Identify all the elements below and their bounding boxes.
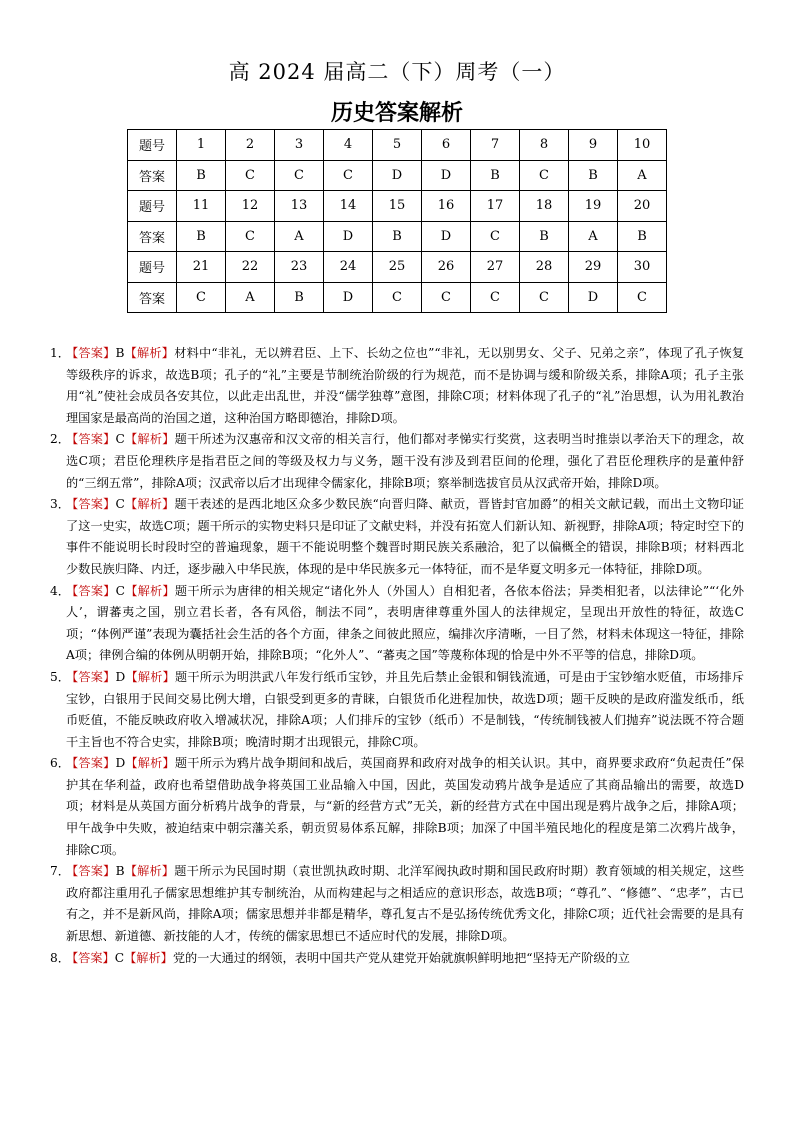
answer-table-cell: B — [177, 221, 226, 252]
page-title: 高 2024 届高二（下）周考（一） — [228, 60, 566, 84]
answer-choice: C — [115, 583, 125, 598]
answer-table-cell: 10 — [618, 130, 667, 161]
analysis-text: 题干表述的是西北地区众多少数民族“向晋归降、献贡，晋皆封官加爵”的相关文献记载，而出土文物印证了这一史实，故选C项；题干所示的实物史料只是印证了文献史料，并没有拓宽人们新认知、新视野，排除A项；特定时空下的事件不能说明长时段时空的普遍现象，题干不能说明整个魏晋时期民族关系融洽，犯了以偏概全的错误，排除B项；材料西北少数民族归降、内迁，逐步融入中华民族，体现的是中华民族多元一体特征，而不是华夏文明多元一体特征，排除D项。 — [66, 497, 744, 576]
answer-choice: C — [115, 497, 125, 512]
analysis-text: 题干所示为唐律的相关规定“诸化外人（外国人）自相犯者，各依本俗法；异类相犯者，以法律论”“‘化外人’，谓蕃夷之国，别立君长者，各有风俗，制法不同”，表明唐律尊重外国人的法律规定，呈现出开放性的特征，故选C项；“体例严谨”表现为囊括社会生活的各个方面，律条之间彼此照应，编排次序清晰，一目了然，材料未体现这一特征，排除A项；律例合编的体例从明朝开始，排除B项；“化外人”、“蕃夷之国”等蔑称体现的恰是中外不平等的信息，排除D项。 — [66, 583, 745, 663]
answer-tag: 【答案】 — [66, 864, 116, 879]
answer-table-row — [128, 130, 667, 161]
answer-table-cell: 29 — [569, 252, 618, 283]
answer-table-cell: A — [618, 160, 667, 191]
explanation-item — [50, 861, 744, 947]
answer-table-cell: 3 — [275, 130, 324, 161]
answer-tag: 【答案】 — [66, 432, 116, 447]
answer-table-cell: 2 — [226, 130, 275, 161]
answer-table-row-label: 题号 — [128, 130, 177, 161]
explanation-number: 5． — [50, 669, 70, 684]
answer-tag: 【答案】 — [66, 950, 115, 965]
answer-table-cell: 22 — [226, 252, 275, 283]
explanation-number: 7． — [50, 864, 70, 879]
analysis-text: 党的一大通过的纲领，表明中国共产党从建党开始就旗帜鲜明地把“坚持无产阶级的立 — [172, 950, 630, 965]
answer-table-cell: 12 — [226, 191, 275, 222]
answer-table-row — [128, 160, 667, 191]
answer-table-row-label: 答案 — [128, 282, 177, 313]
analysis-text: 题干所示为民国时期（袁世凯执政时期、北洋军阀执政时期和国民政府时期）教育领域的相关规定，这些政府都注重用孔子儒家思想维护其专制统治，从而构建起与之相适应的意识形态，故选B项；“尊孔”、“修德”、“忠孝”，古已有之，并不是新风尚，排除A项；儒家思想并非都是精华，尊孔复古不是弘扬传统优秀文化，排除C项；近代社会需要的是具有新思想、新道德、新技能的人才，传统的儒家思想已不适应时代的发展，排除D项。 — [66, 864, 745, 944]
analysis-tag: 【解析】 — [125, 669, 175, 684]
explanation-number: 8． — [50, 950, 70, 965]
answer-table-cell: A — [275, 221, 324, 252]
analysis-text: 材料中“非礼，无以辨君臣、上下、长幼之位也”“非礼，无以别男女、父子、兄弟之亲”，体现了孔子恢复等级秩序的诉求，故选B项；孔子的“礼”主要是节制统治阶级的行为规范，而不是协调与缓和阶级关系，排除A项；孔子主张用“礼”使社会成员各安其位，以此走出乱世，并没“儒学独尊”意图，排除C项；材料体现了孔子的“礼”治思想，认为用礼教治理国家是最高尚的治国之道，这种治国方略即德治，排除D项。 — [66, 346, 745, 425]
answer-table-cell: D — [422, 221, 471, 252]
answer-table-cell: A — [569, 221, 618, 252]
answer-table-cell: 18 — [520, 191, 569, 222]
answer-table-cell: B — [618, 221, 667, 252]
answer-table-cell: 20 — [618, 191, 667, 222]
answer-table-cell: 25 — [373, 252, 422, 283]
answer-table-cell: 8 — [520, 130, 569, 161]
answer-choice: C — [115, 432, 125, 447]
answer-table-row-label: 答案 — [128, 160, 177, 191]
answer-choice: B — [115, 346, 125, 360]
answer-table-row — [128, 252, 667, 283]
answer-choice: D — [115, 756, 126, 771]
answer-tag: 【答案】 — [66, 583, 116, 598]
answer-tag: 【答案】 — [66, 669, 116, 684]
answer-table-cell: 11 — [177, 191, 226, 222]
answer-table-cell: B — [177, 160, 226, 191]
answer-tag: 【答案】 — [66, 756, 116, 771]
analysis-text: 题干所述为汉惠帝和汉文帝的相关言行，他们都对孝悌实行奖赏，这表明当时推崇以孝治天下的理念，故选C项；君臣伦理秩序是指君臣之间的等级及权力与义务，题干没有涉及到君臣间的伦理，强化了君臣伦理秩序的是董仲舒的“三纲五常”，排除A项；汉武帝以后才出现律令儒家化，排除B项；察举制选拔官员从汉武帝开始，排除D项。 — [66, 432, 745, 490]
answer-table-cell: C — [275, 160, 324, 191]
analysis-tag: 【解析】 — [124, 346, 175, 360]
answer-table-row — [128, 282, 667, 313]
explanation-number: 2． — [50, 432, 70, 447]
analysis-tag: 【解析】 — [125, 583, 175, 598]
answer-tag: 【答案】 — [66, 346, 116, 360]
answer-table-cell: 1 — [177, 130, 226, 161]
answer-table-row-label: 题号 — [128, 252, 177, 283]
answer-table-row-label: 答案 — [128, 221, 177, 252]
answer-table-cell: D — [422, 160, 471, 191]
analysis-tag: 【解析】 — [124, 864, 175, 879]
answer-table-cell: C — [520, 282, 569, 313]
explanation-number: 1． — [50, 346, 70, 360]
answer-table-cell: C — [226, 221, 275, 252]
answer-table-cell: 16 — [422, 191, 471, 222]
answer-table-cell: 7 — [471, 130, 520, 161]
analysis-tag: 【解析】 — [124, 497, 175, 512]
answer-table-cell: C — [471, 221, 520, 252]
page-subtitle: 历史答案解析 — [330, 101, 463, 126]
answer-table-cell: 9 — [569, 130, 618, 161]
answer-table-cell: 23 — [275, 252, 324, 283]
answer-table-cell: C — [422, 282, 471, 313]
answer-table-cell: C — [520, 160, 569, 191]
answer-table-cell: C — [373, 282, 422, 313]
answer-table-cell: B — [471, 160, 520, 191]
answer-table-cell: C — [471, 282, 520, 313]
analysis-tag: 【解析】 — [124, 432, 175, 447]
analysis-text: 题干所示为明洪武八年发行纸币宝钞，并且先后禁止金银和铜钱流通，可是由于宝钞缩水贬值，市场排斥宝钞，白银用于民间交易比例大增，白银受到更多的青睐，白银货币化进程加快，故选D项；题干反映的是政府滥发纸币，纸币贬值，不能反映政府收入增减状况，排除A项；人们排斥的宝钞（纸币）不是制钱，“传统制钱被人们抛弃”说法既不符合题干主旨也不符合史实，排除B项；晚清时期才出现银元，排除C项。 — [66, 669, 745, 749]
answer-table-cell: D — [324, 282, 373, 313]
answer-table-cell: D — [324, 221, 373, 252]
answer-choice: C — [114, 950, 125, 965]
answer-table-cell: B — [373, 221, 422, 252]
answer-table-cell: 24 — [324, 252, 373, 283]
answer-table-cell: A — [226, 282, 275, 313]
answer-table-cell: 27 — [471, 252, 520, 283]
answer-table-row — [128, 221, 667, 252]
answer-table-cell: 5 — [373, 130, 422, 161]
explanation-number: 3． — [50, 497, 70, 512]
answer-table-cell: C — [324, 160, 373, 191]
explanation-item — [50, 343, 744, 429]
answer-table-cell: 17 — [471, 191, 520, 222]
answer-table-row — [128, 191, 667, 222]
answer-table-cell: D — [569, 282, 618, 313]
explanation-item — [50, 494, 744, 580]
answer-table-cell: 15 — [373, 191, 422, 222]
answer-tag: 【答案】 — [66, 497, 116, 512]
answer-table-cell: 30 — [618, 252, 667, 283]
answer-table-cell: B — [275, 282, 324, 313]
answer-table-row-label: 题号 — [128, 191, 177, 222]
explanations-list — [50, 343, 744, 969]
answer-table — [127, 129, 667, 313]
answer-table-cell: D — [373, 160, 422, 191]
answer-table-cell: B — [520, 221, 569, 252]
answer-table-cell: 28 — [520, 252, 569, 283]
explanation-item — [50, 429, 744, 494]
answer-table-cell: C — [177, 282, 226, 313]
analysis-text: 题干所示为鸦片战争期间和战后，英国商界和政府对战争的相关认识。其中，商界要求政府“负起责任”保护其在华利益，政府也希望借助战争将英国工业品输入中国，因此，英国发动鸦片战争是适应了其商品输出的需要，故选D项；材料是从英国方面分析鸦片战争的背景，与“新的经营方式”无关，新的经营方式在中国出现是鸦片战争之后，排除A项；甲午战争中失败，被迫结束中朝宗藩关系，朝贡贸易体系瓦解，排除B项；加深了中国半殖民地化的程度是第二次鸦片战争，排除C项。 — [66, 756, 745, 857]
answer-table-cell: C — [226, 160, 275, 191]
answer-table-cell: 6 — [422, 130, 471, 161]
explanation-item — [50, 581, 744, 667]
answer-table-cell: 4 — [324, 130, 373, 161]
answer-choice: B — [115, 864, 125, 879]
answer-table-cell: C — [618, 282, 667, 313]
answer-table-cell: 13 — [275, 191, 324, 222]
analysis-tag: 【解析】 — [124, 950, 173, 965]
explanation-number: 4． — [50, 583, 70, 598]
answer-table-cell: 19 — [569, 191, 618, 222]
answer-table-cell: 14 — [324, 191, 373, 222]
explanation-number: 6． — [50, 756, 70, 771]
answer-table-cell: B — [569, 160, 618, 191]
explanation-item — [50, 667, 744, 753]
explanation-item — [50, 948, 744, 970]
answer-table-cell: 21 — [177, 252, 226, 283]
analysis-tag: 【解析】 — [125, 756, 175, 771]
answer-choice: D — [115, 669, 126, 684]
explanation-item — [50, 753, 744, 861]
answer-table-cell: 26 — [422, 252, 471, 283]
